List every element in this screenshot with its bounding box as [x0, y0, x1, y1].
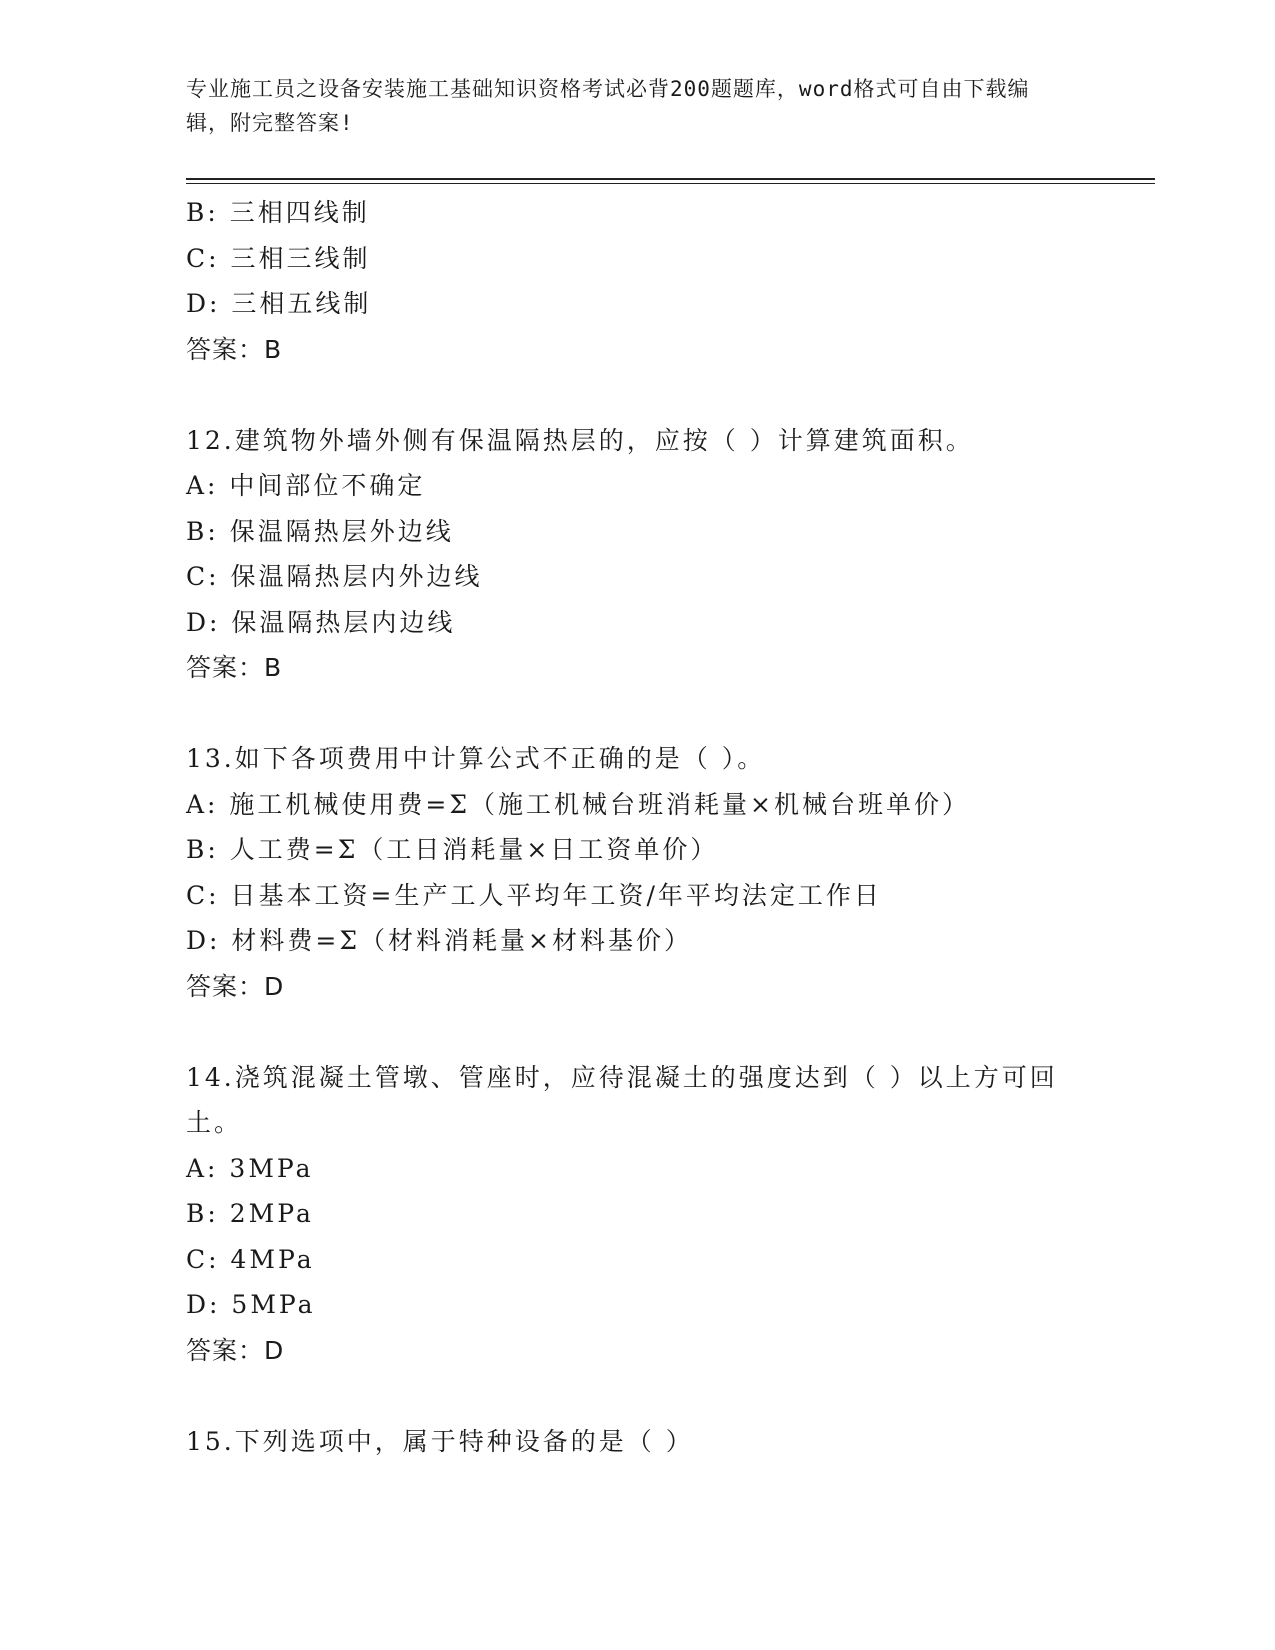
q11-option-c: C: 三相三线制 [186, 243, 371, 273]
q12-option-c: C: 保温隔热层内外边线 [186, 562, 483, 591]
q14-option-d: D: 5MPa [186, 1290, 316, 1319]
q13-option-d: D: 材料费=Σ（材料消耗量×材料基价） [186, 926, 692, 955]
q12-question: 12.建筑物外墙外侧有保温隔热层的，应按（ ）计算建筑面积。 [186, 425, 974, 455]
q11-option-d: D: 三相五线制 [186, 289, 372, 318]
header-divider-thick [186, 178, 1155, 180]
q14-option-a: A: 3MPa [186, 1153, 314, 1183]
q13-option-a: A: 施工机械使用费=Σ（施工机械台班消耗量×机械台班单价） [186, 789, 970, 819]
q12-option-d: D: 保温隔热层内边线 [186, 607, 456, 637]
document-header: 专业施工员之设备安装施工基础知识资格考试必背200题题库，word格式可自由下载编辑，附完整答案! [186, 77, 1030, 135]
q13-question: 13.如下各项费用中计算公式不正确的是（ ）。 [186, 744, 766, 773]
q11-option-b: B: 三相四线制 [186, 198, 370, 227]
q14-answer: 答案：D [186, 1335, 285, 1365]
q13-option-b: B: 人工费=Σ（工日消耗量×日工资单价） [186, 835, 719, 864]
q14-option-b: B: 2MPa [186, 1199, 314, 1228]
q15-question: 15.下列选项中，属于特种设备的是（ ） [186, 1426, 694, 1456]
q14-option-c: C: 4MPa [186, 1244, 315, 1274]
question-content [186, 190, 1086, 1464]
header-divider-thin [186, 183, 1155, 184]
q11-answer: 答案：B [186, 334, 283, 364]
spacer [186, 372, 1086, 418]
q12-option-a: A: 中间部位不确定 [186, 471, 426, 500]
q13-option-c: C: 日基本工资=生产工人平均年工资/年平均法定工作日 [186, 880, 882, 910]
spacer [186, 691, 1086, 737]
q13-answer: 答案：D [186, 971, 285, 1001]
spacer [186, 1009, 1086, 1055]
q14-question: 14.浇筑混凝土管墩、管座时，应待混凝土的强度达到（ ）以上方可回土。 [186, 1062, 1058, 1137]
spacer [186, 1373, 1086, 1419]
q12-answer: 答案：B [186, 653, 283, 682]
q12-option-b: B: 保温隔热层外边线 [186, 516, 454, 546]
